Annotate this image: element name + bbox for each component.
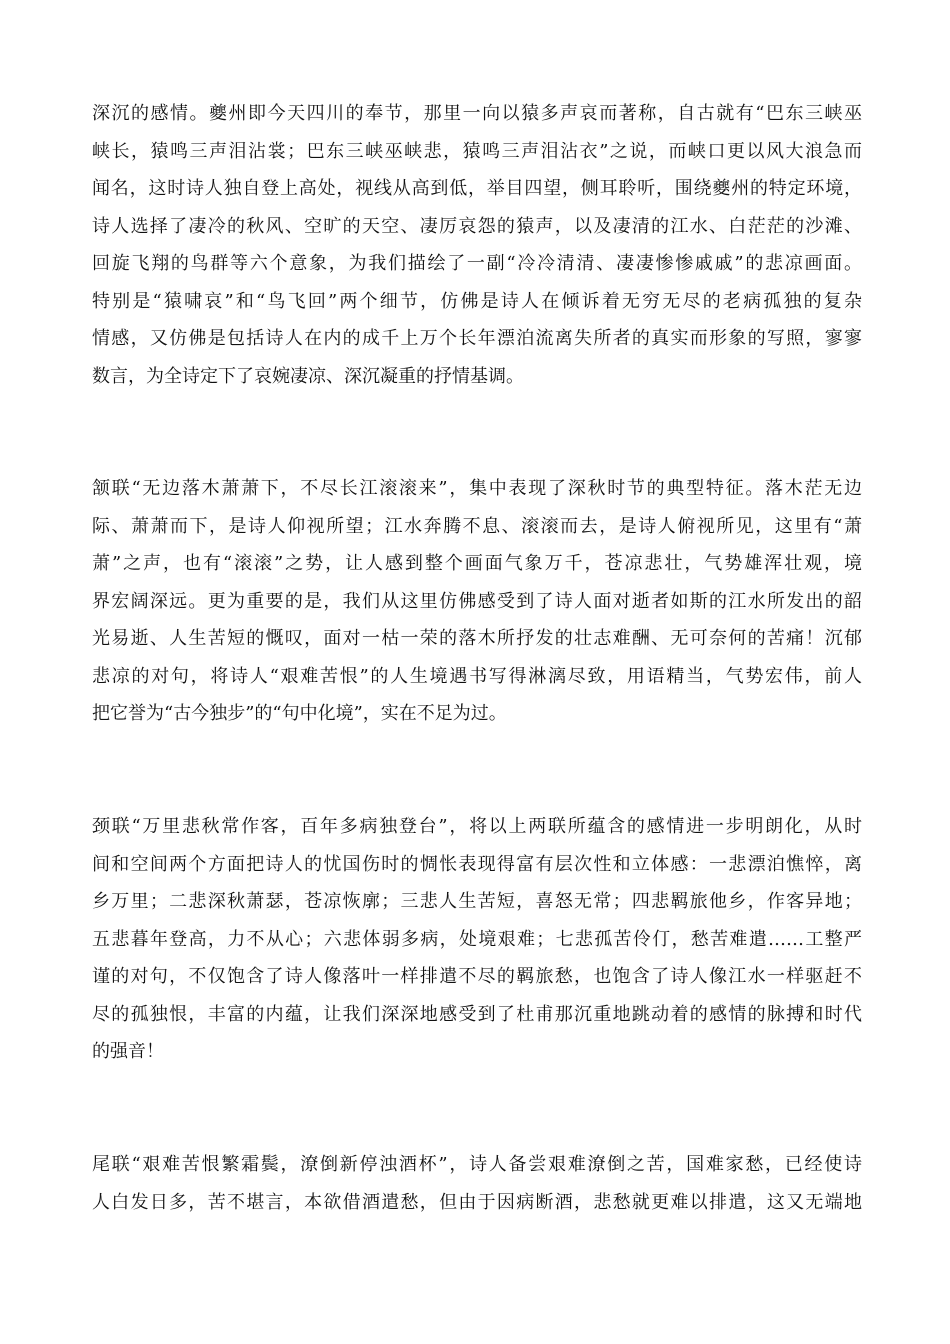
text-line: 界宏阔深远。更为重要的是，我们从这里仿佛感受到了诗人面对逝者如斯的江水所发出的韶: [92, 590, 862, 612]
paragraph-jinglian-analysis: [92, 808, 862, 1071]
paragraph-first-couplet-analysis: [92, 95, 862, 395]
text-line: 乡万里；二悲深秋萧瑟，苍凉恢廓；三悲人生苦短，喜怒无常；四悲羁旅他乡，作客异地；: [92, 891, 862, 912]
text-line: 峡长，猿鸣三声泪沾裳；巴东三峡巫峡悲，猿鸣三声泪沾衣”之说，而峡口更以风大浪急而: [92, 140, 862, 162]
text-line: 尾联“艰难苦恨繁霜鬓，潦倒新停浊酒杯”，诗人备尝艰难潦倒之苦，国难家愁，已经使诗: [92, 1154, 862, 1175]
text-line: 悲凉的对句，将诗人“艰难苦恨”的人生境遇书写得淋漓尽致，用语精当，气势宏伟，前人: [92, 665, 862, 687]
text-line: 闻名，这时诗人独自登上高处，视线从高到低，举目四望，侧耳聆听，围绕夔州的特定环境，: [92, 178, 862, 199]
paragraph-hanlian-analysis: [92, 470, 862, 733]
text-line: 颈联“万里悲秋常作客，百年多病独登台”，将以上两联所蕴含的感情进一步明朗化，从时: [92, 816, 862, 837]
text-line: 间和空间两个方面把诗人的忧国伤时的惆怅表现得富有层次性和立体感：一悲漂泊憔悴，离: [92, 853, 862, 875]
text-line: 五悲暮年登高，力不从心；六悲体弱多病，处境艰难；七悲孤苦伶仃，愁苦难遣……工整严: [92, 928, 862, 950]
text-line: 尽的孤独恨，丰富的内蕴，让我们深深地感受到了杜甫那沉重地跳动着的感情的脉搏和时代: [92, 1003, 862, 1025]
text-line: 人白发日多，苦不堪言，本欲借酒遣愁，但由于因病断酒，悲愁就更难以排遣，这又无端地: [92, 1191, 862, 1213]
text-line: 的强音！: [92, 1041, 164, 1062]
text-line: 谨的对句，不仅饱含了诗人像落叶一样排遣不尽的羁旅愁，也饱含了诗人像江水一样驱赶不: [92, 966, 862, 987]
text-line: 把它誉为“古今独步”的“句中化境”，实在不足为过。: [92, 703, 507, 724]
text-line: 特别是“猿啸哀”和“鸟飞回”两个细节，仿佛是诗人在倾诉着无穷无尽的老病孤独的复杂: [92, 290, 862, 312]
text-line: 深沉的感情。夔州即今天四川的奉节，那里一向以猿多声哀而著称，自古就有“巴东三峡巫: [92, 103, 862, 124]
text-line: 情感，又仿佛是包括诗人在内的成千上万个长年漂泊流离失所者的真实而形象的写照，寥寥: [92, 328, 862, 349]
text-line: 数言，为全诗定下了哀婉凄凉、深沉凝重的抒情基调。: [92, 365, 524, 387]
paragraph-weilian-analysis: [92, 1146, 862, 1221]
text-line: 回旋飞翔的鸟群等六个意象，为我们描绘了一副“冷冷清清、凄凄惨惨戚戚”的悲凉画面。: [92, 253, 862, 274]
text-line: 光易逝、人生苦短的慨叹，面对一枯一荣的落木所抒发的壮志难酬、无可奈何的苦痛！沉郁: [92, 628, 862, 649]
text-line: 萧”之声，也有“滚滚”之势，让人感到整个画面气象万千，苍凉悲壮，气势雄浑壮观，境: [92, 553, 862, 574]
text-line: 颔联“无边落木萧萧下，不尽长江滚滚来”，集中表现了深秋时节的典型特征。落木茫无边: [92, 478, 862, 499]
text-line: 诗人选择了凄冷的秋风、空旷的天空、凄厉哀怨的猿声，以及凄清的江水、白茫茫的沙滩、: [92, 215, 862, 237]
text-line: 际、萧萧而下，是诗人仰视所望；江水奔腾不息、滚滚而去，是诗人俯视所见，这里有“萧: [92, 515, 862, 537]
